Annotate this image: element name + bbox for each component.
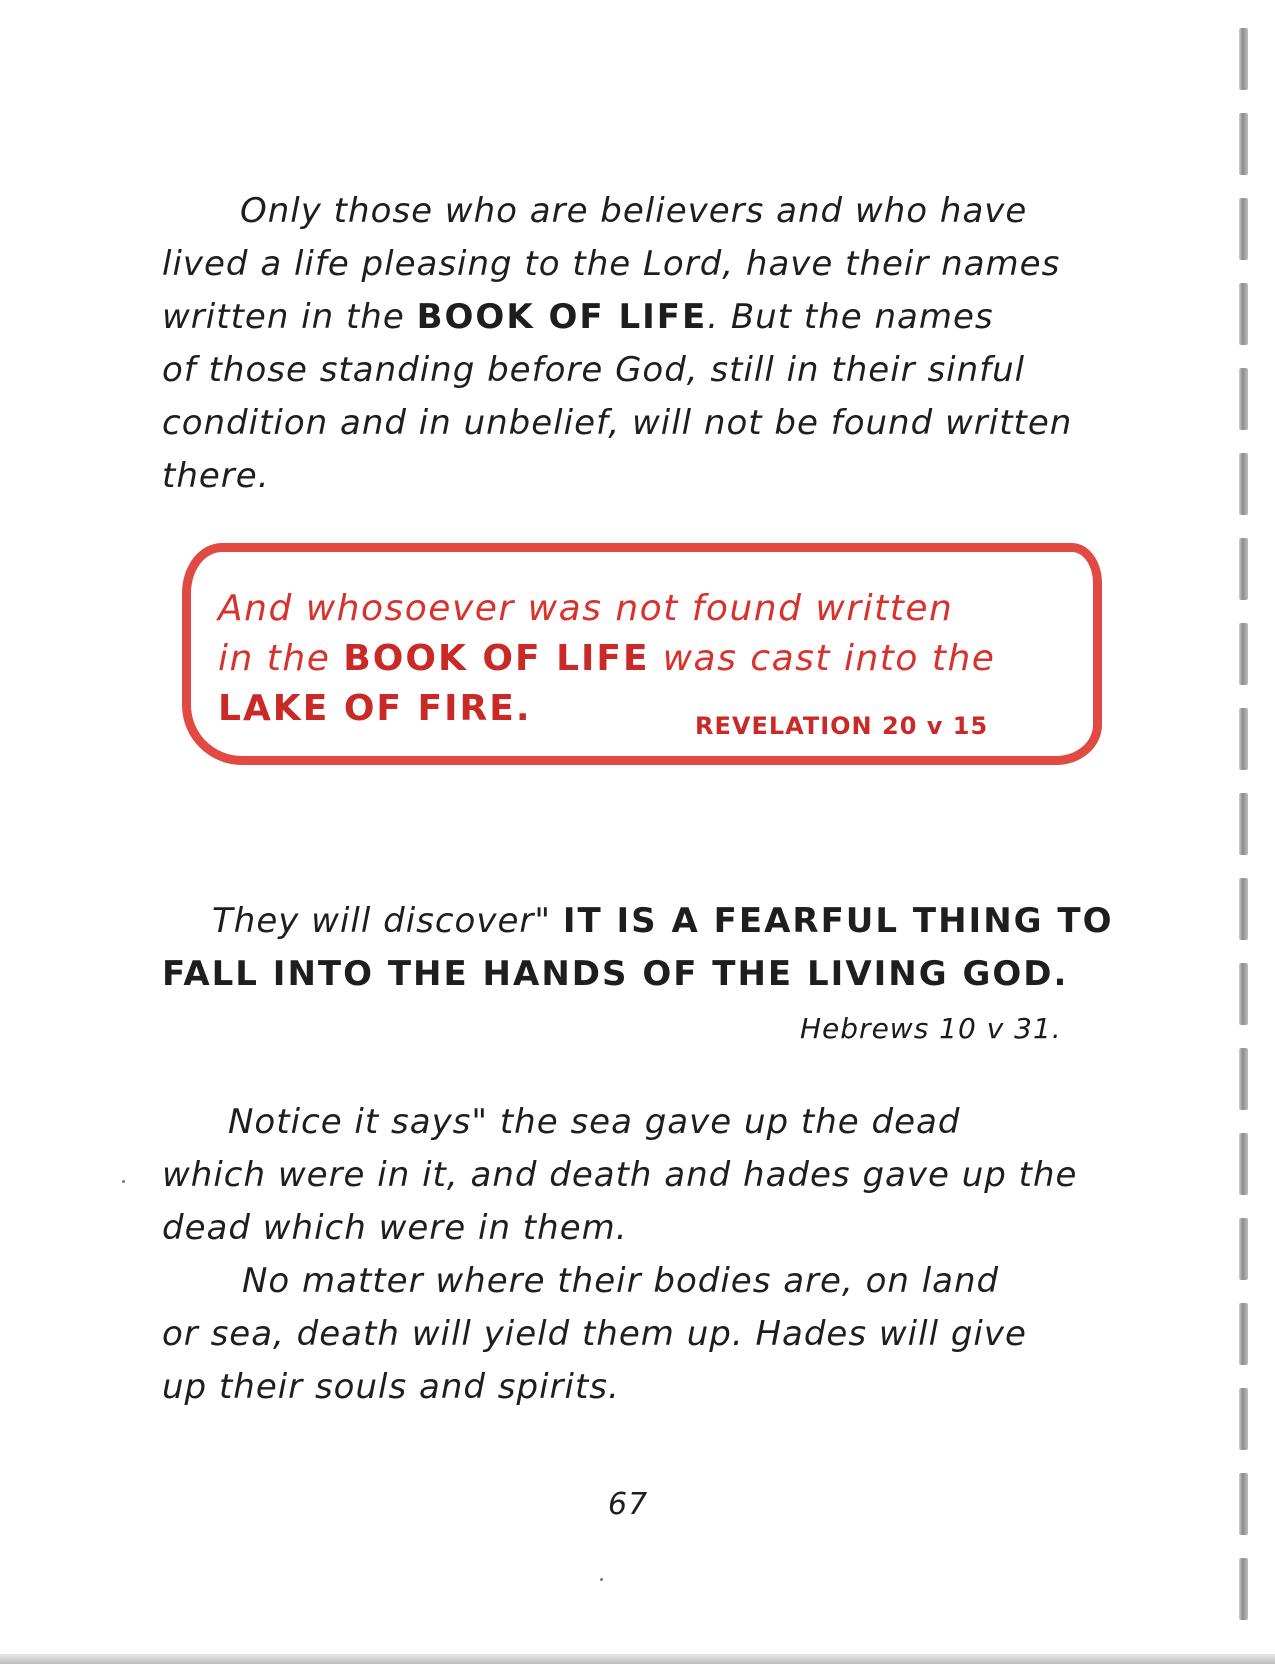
quote-line-1: And whosoever was not found written [218, 588, 954, 629]
paragraph-1-line-3 [162, 291, 1152, 344]
page-number: 67 [608, 1487, 649, 1522]
quote-lake-of-fire: LAKE OF FIRE. [218, 688, 532, 729]
binding-mark [1239, 1218, 1248, 1280]
paragraph-3-line-3: dead which were in them. [162, 1208, 628, 1248]
quote-line-2-prefix: in the [218, 638, 331, 679]
paragraph-4-line-1: No matter where their bodies are, on land [242, 1261, 1000, 1301]
quote-book-of-life: BOOK OF LIFE [343, 638, 650, 679]
binding-mark [1239, 1473, 1248, 1535]
binding-mark [1239, 623, 1248, 685]
book-of-life-emphasis: BOOK OF LIFE [416, 297, 708, 337]
binding-mark [1239, 1558, 1248, 1620]
paragraph-1-line-3-text: written in the [162, 297, 405, 337]
quote-line-2-suffix: was cast into the [662, 638, 996, 679]
binding-mark [1239, 963, 1248, 1025]
paragraph-2-prefix: They will discover" [212, 901, 552, 941]
paragraph-1 [162, 185, 1152, 503]
binding-mark [1239, 1303, 1248, 1365]
fearful-thing-emphasis: IT IS A FEARFUL THING TO [562, 901, 1114, 941]
paragraph-2-line-2: FALL INTO THE HANDS OF THE LIVING GOD. [162, 954, 1069, 994]
binding-mark [1239, 283, 1248, 345]
paragraph-1-line-6: there. [162, 456, 270, 496]
page-bottom-edge [0, 1654, 1275, 1664]
paper-speck [600, 1578, 603, 1581]
paragraph-1-line-4: of those standing before God, still in their sinful [162, 350, 1026, 390]
spiral-binding [1239, 28, 1253, 1648]
binding-mark [1239, 1133, 1248, 1195]
binding-mark [1239, 1048, 1248, 1110]
binding-mark [1239, 453, 1248, 515]
paragraph-1-line-1: Only those who are believers and who have [240, 191, 1028, 231]
paragraph-1-line-3-end: . But the names [707, 297, 994, 337]
binding-mark [1239, 538, 1248, 600]
binding-mark [1239, 368, 1248, 430]
paragraph-4-line-3: up their souls and spirits. [162, 1367, 620, 1407]
paper-speck [122, 1180, 125, 1183]
paragraph-1-line-5: condition and in unbelief, will not be found written [162, 403, 1073, 443]
binding-mark [1239, 878, 1248, 940]
binding-mark [1239, 198, 1248, 260]
paragraph-3-line-2: which were in it, and death and hades gave up the [162, 1155, 1078, 1195]
binding-mark [1239, 793, 1248, 855]
paragraph-4 [162, 1255, 1152, 1414]
paragraph-4-line-2: or sea, death will yield them up. Hades will give [162, 1314, 1027, 1354]
binding-mark [1239, 113, 1248, 175]
paragraph-3-line-1: Notice it says" the sea gave up the dead [228, 1102, 961, 1142]
paragraph-2-line-1 [162, 895, 1152, 948]
paragraph-1-line-2: lived a life pleasing to the Lord, have their names [162, 244, 1061, 284]
quote-reference: REVELATION 20 v 15 [695, 712, 989, 740]
binding-mark [1239, 1388, 1248, 1450]
quote-line-2 [218, 634, 1098, 684]
binding-mark [1239, 28, 1248, 90]
hebrews-reference: Hebrews 10 v 31. [800, 1012, 1062, 1045]
binding-mark [1239, 708, 1248, 770]
paragraph-3 [162, 1096, 1152, 1255]
paragraph-2 [162, 895, 1152, 1001]
